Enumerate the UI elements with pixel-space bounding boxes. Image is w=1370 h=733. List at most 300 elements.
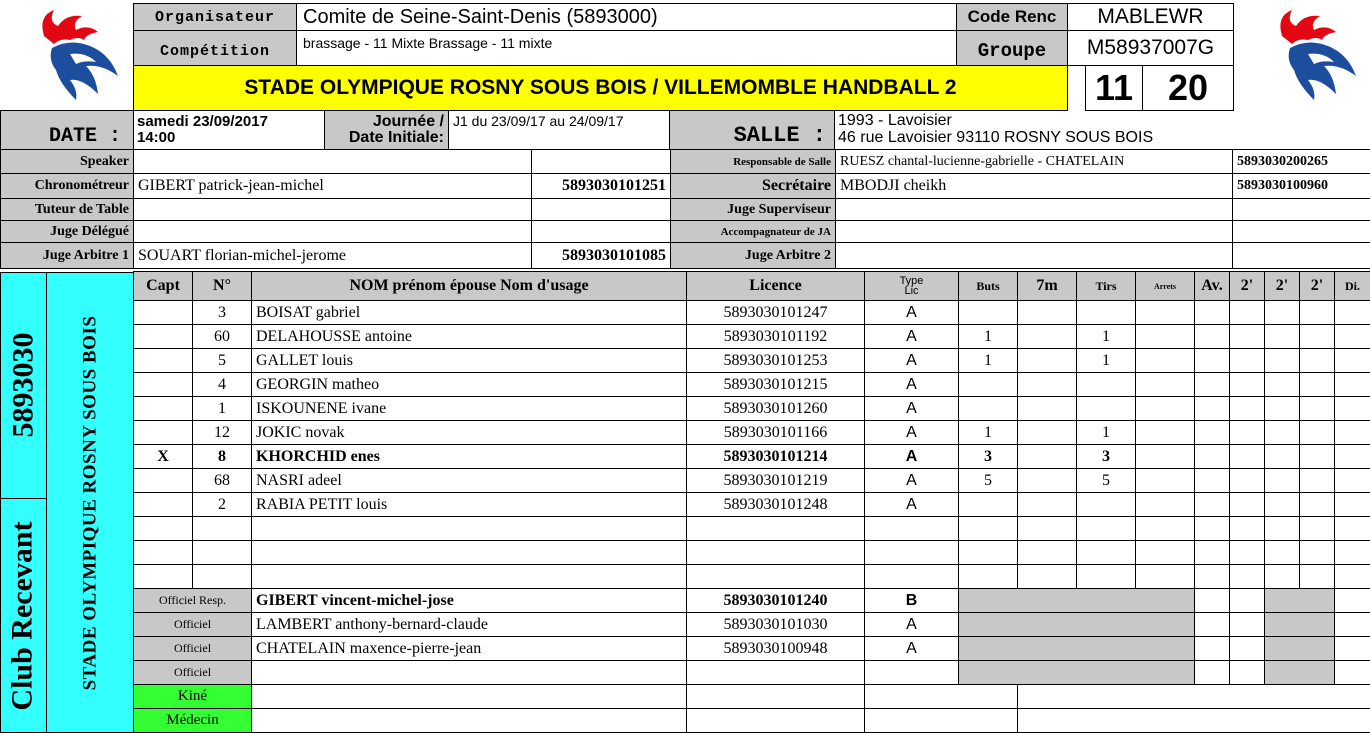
player-num: 5	[193, 349, 252, 373]
player-di	[1335, 373, 1370, 397]
player-m3	[1300, 565, 1335, 589]
journee-label-2: Date Initiale:	[348, 129, 444, 146]
accomp-name	[836, 221, 1233, 243]
player-type: A	[865, 301, 959, 325]
player-lic	[687, 517, 865, 541]
staff-av	[1195, 589, 1230, 613]
player-tirs: 1	[1077, 349, 1136, 373]
players-table	[133, 271, 1370, 733]
kine-lic	[687, 685, 865, 709]
date-value: samedi 23/09/2017	[137, 113, 268, 130]
staff-di	[1335, 661, 1370, 685]
player-row	[134, 541, 1370, 565]
player-capt: X	[134, 445, 193, 469]
kine-type	[865, 685, 1018, 709]
col-type-2: Lic	[904, 285, 919, 297]
match-title: STADE OLYMPIQUE ROSNY SOUS BOIS / VILLEMOMBLE HANDBALL 2	[133, 65, 1068, 111]
player-arrets	[1136, 445, 1195, 469]
arbitre2-name	[836, 243, 1233, 269]
player-arrets	[1136, 301, 1195, 325]
col-buts: Buts	[959, 272, 1018, 301]
salle-address: 46 rue Lavoisier 93110 ROSNY SOUS BOIS	[838, 129, 1154, 146]
player-m2	[1265, 397, 1300, 421]
staff-role: Officiel	[134, 637, 252, 661]
competition-label: Compétition	[133, 30, 297, 66]
staff-lic	[687, 661, 865, 685]
arbitre2-label: Juge Arbitre 2	[671, 243, 836, 269]
player-row	[134, 325, 1370, 349]
player-m1	[1230, 325, 1265, 349]
staff-name: CHATELAIN maxence-pierre-jean	[252, 637, 687, 661]
speaker-label: Speaker	[1, 150, 134, 174]
staff-stats-grey	[959, 613, 1195, 637]
journee-value: J1 du 23/09/17 au 24/09/17	[448, 110, 670, 150]
player-m1	[1230, 397, 1265, 421]
arbitre1-lic: 5893030101085	[532, 243, 671, 269]
player-av	[1195, 397, 1230, 421]
staff-role: Officiel Resp.	[134, 589, 252, 613]
player-di	[1335, 397, 1370, 421]
salle-label: SALLE :	[669, 110, 835, 150]
player-m3	[1300, 325, 1335, 349]
player-name: GEORGIN matheo	[252, 373, 687, 397]
player-di	[1335, 469, 1370, 493]
staff-type: A	[865, 637, 959, 661]
player-name	[252, 565, 687, 589]
player-row	[134, 373, 1370, 397]
player-row	[134, 397, 1370, 421]
player-arrets	[1136, 469, 1195, 493]
player-name: NASRI adeel	[252, 469, 687, 493]
player-av	[1195, 445, 1230, 469]
tuteur-label: Tuteur de Table	[1, 199, 134, 221]
col-nom: NOM prénom épouse Nom d'usage	[252, 272, 687, 301]
player-m2	[1265, 493, 1300, 517]
organisateur-label: Organisateur	[133, 3, 297, 31]
staff-2min-grey	[1265, 637, 1335, 661]
player-capt	[134, 373, 193, 397]
player-m1	[1230, 373, 1265, 397]
arbitre1-name: SOUART florian-michel-jerome	[134, 243, 532, 269]
player-arrets	[1136, 493, 1195, 517]
player-m3	[1300, 469, 1335, 493]
player-buts	[959, 517, 1018, 541]
player-arrets	[1136, 349, 1195, 373]
player-arrets	[1136, 397, 1195, 421]
secretaire-label: Secrétaire	[671, 174, 836, 199]
player-arrets	[1136, 373, 1195, 397]
staff-stats-grey	[959, 589, 1195, 613]
player-tirs	[1077, 397, 1136, 421]
player-buts: 3	[959, 445, 1018, 469]
player-di	[1335, 565, 1370, 589]
player-di	[1335, 541, 1370, 565]
player-m3	[1300, 493, 1335, 517]
player-m2	[1265, 349, 1300, 373]
code-renc-value: MABLEWR	[1067, 3, 1234, 31]
col-7m: 7m	[1018, 272, 1077, 301]
chrono-name: GIBERT patrick-jean-michel	[134, 174, 532, 199]
player-num: 4	[193, 373, 252, 397]
player-arrets	[1136, 541, 1195, 565]
player-tirs: 5	[1077, 469, 1136, 493]
speaker-name	[134, 150, 532, 174]
player-av	[1195, 421, 1230, 445]
competition-value: brassage - 11 Mixte Brassage - 11 mixte	[296, 30, 957, 66]
player-name: RABIA PETIT louis	[252, 493, 687, 517]
staff-2min-grey	[1265, 661, 1335, 685]
col-2min-3: 2'	[1300, 272, 1335, 301]
staff-av	[1195, 637, 1230, 661]
staff-row	[134, 613, 1370, 637]
player-lic: 5893030101219	[687, 469, 865, 493]
player-buts: 1	[959, 421, 1018, 445]
club-name: STADE OLYMPIQUE ROSNY SOUS BOIS	[79, 315, 100, 690]
player-m3	[1300, 373, 1335, 397]
staff-stats-grey	[959, 637, 1195, 661]
player-type: A	[865, 397, 959, 421]
player-name: DELAHOUSSE antoine	[252, 325, 687, 349]
medecin-type	[865, 709, 1018, 733]
player-m2	[1265, 421, 1300, 445]
player-capt	[134, 397, 193, 421]
staff-role: Officiel	[134, 613, 252, 637]
player-tirs	[1077, 493, 1136, 517]
player-av	[1195, 301, 1230, 325]
staff-type: A	[865, 613, 959, 637]
player-di	[1335, 493, 1370, 517]
chrono-lic: 5893030101251	[532, 174, 671, 199]
journee-label	[324, 110, 449, 150]
player-av	[1195, 373, 1230, 397]
player-tirs: 1	[1077, 325, 1136, 349]
player-tirs	[1077, 373, 1136, 397]
player-row	[134, 421, 1370, 445]
chrono-label: Chronométreur	[1, 174, 134, 199]
col-licence: Licence	[687, 272, 865, 301]
player-tirs	[1077, 517, 1136, 541]
tuteur-lic	[532, 199, 671, 221]
player-di	[1335, 301, 1370, 325]
score-away: 20	[1142, 65, 1234, 111]
player-sept	[1018, 445, 1077, 469]
col-2min-1: 2'	[1230, 272, 1265, 301]
player-arrets	[1136, 565, 1195, 589]
staff-type: B	[865, 589, 959, 613]
player-sept	[1018, 373, 1077, 397]
club-side-label-wrap	[0, 499, 46, 733]
staff-row	[134, 637, 1370, 661]
player-lic: 5893030101215	[687, 373, 865, 397]
juge-sup-lic	[1233, 199, 1370, 221]
player-type	[865, 517, 959, 541]
player-m2	[1265, 541, 1300, 565]
medecin-label: Médecin	[134, 709, 252, 733]
player-av	[1195, 493, 1230, 517]
player-capt	[134, 541, 193, 565]
player-num	[193, 541, 252, 565]
tuteur-name	[134, 199, 532, 221]
col-2min-2: 2'	[1265, 272, 1300, 301]
player-type	[865, 541, 959, 565]
player-capt	[134, 517, 193, 541]
secretaire-name: MBODJI cheikh	[836, 174, 1233, 199]
player-type: A	[865, 421, 959, 445]
player-m3	[1300, 301, 1335, 325]
club-number-wrap	[0, 272, 46, 498]
player-lic: 5893030101214	[687, 445, 865, 469]
player-type: A	[865, 349, 959, 373]
staff-name: LAMBERT anthony-bernard-claude	[252, 613, 687, 637]
player-av	[1195, 565, 1230, 589]
staff-lic: 5893030100948	[687, 637, 865, 661]
player-num	[193, 517, 252, 541]
journee-label-1: Journée /	[372, 113, 444, 130]
player-lic: 5893030101166	[687, 421, 865, 445]
juge-delegue-name	[134, 221, 532, 243]
officials-table	[0, 149, 1370, 269]
staff-stats-grey	[959, 661, 1195, 685]
staff-2min-1	[1230, 613, 1265, 637]
player-tirs	[1077, 541, 1136, 565]
player-av	[1195, 349, 1230, 373]
staff-2min-1	[1230, 661, 1265, 685]
player-sept	[1018, 565, 1077, 589]
player-type	[865, 565, 959, 589]
player-m3	[1300, 397, 1335, 421]
staff-av	[1195, 613, 1230, 637]
player-row	[134, 301, 1370, 325]
player-num: 68	[193, 469, 252, 493]
player-m1	[1230, 445, 1265, 469]
groupe-value: M58937007G	[1067, 30, 1234, 66]
kine-name	[252, 685, 687, 709]
player-m1	[1230, 421, 1265, 445]
player-m2	[1265, 373, 1300, 397]
player-capt	[134, 565, 193, 589]
arbitre2-lic	[1233, 243, 1370, 269]
player-num: 1	[193, 397, 252, 421]
player-arrets	[1136, 421, 1195, 445]
player-lic	[687, 541, 865, 565]
player-row	[134, 517, 1370, 541]
player-lic: 5893030101260	[687, 397, 865, 421]
player-av	[1195, 541, 1230, 565]
player-lic	[687, 565, 865, 589]
club-name-wrap	[47, 272, 133, 733]
kine-extra	[1018, 685, 1370, 709]
player-m2	[1265, 301, 1300, 325]
player-m3	[1300, 349, 1335, 373]
ffhb-logo-right-icon	[1268, 8, 1368, 100]
player-av	[1195, 517, 1230, 541]
time-value: 14:00	[137, 129, 176, 146]
player-buts	[959, 301, 1018, 325]
player-name: KHORCHID enes	[252, 445, 687, 469]
player-buts: 1	[959, 325, 1018, 349]
player-type: A	[865, 445, 959, 469]
player-sept	[1018, 349, 1077, 373]
player-m3	[1300, 445, 1335, 469]
player-num: 8	[193, 445, 252, 469]
staff-2min-grey	[1265, 589, 1335, 613]
player-sept	[1018, 421, 1077, 445]
staff-lic: 5893030101240	[687, 589, 865, 613]
staff-2min-1	[1230, 589, 1265, 613]
player-type: A	[865, 469, 959, 493]
player-num: 2	[193, 493, 252, 517]
player-name	[252, 541, 687, 565]
col-type	[865, 272, 959, 301]
ffhb-logo-left-icon	[30, 8, 130, 100]
player-sept	[1018, 469, 1077, 493]
player-buts: 5	[959, 469, 1018, 493]
staff-name	[252, 661, 687, 685]
player-name: GALLET louis	[252, 349, 687, 373]
player-lic: 5893030101253	[687, 349, 865, 373]
staff-role: Officiel	[134, 661, 252, 685]
player-row	[134, 445, 1370, 469]
staff-di	[1335, 637, 1370, 661]
player-m1	[1230, 493, 1265, 517]
staff-di	[1335, 589, 1370, 613]
staff-name: GIBERT vincent-michel-jose	[252, 589, 687, 613]
player-capt	[134, 493, 193, 517]
player-name: ISKOUNENE ivane	[252, 397, 687, 421]
player-buts	[959, 541, 1018, 565]
arbitre1-label: Juge Arbitre 1	[1, 243, 134, 269]
club-side-label: Club Recevant	[6, 521, 39, 711]
player-m2	[1265, 469, 1300, 493]
salle-block	[838, 112, 1358, 150]
player-num: 3	[193, 301, 252, 325]
accomp-lic	[1233, 221, 1370, 243]
player-row	[134, 493, 1370, 517]
player-buts	[959, 565, 1018, 589]
player-m2	[1265, 445, 1300, 469]
player-lic: 5893030101247	[687, 301, 865, 325]
juge-sup-label: Juge Superviseur	[671, 199, 836, 221]
player-row	[134, 349, 1370, 373]
staff-av	[1195, 661, 1230, 685]
resp-salle-lic: 5893030200265	[1233, 150, 1370, 174]
col-av: Av.	[1195, 272, 1230, 301]
player-name	[252, 517, 687, 541]
player-arrets	[1136, 325, 1195, 349]
salle-name: 1993 - Lavoisier	[838, 112, 952, 129]
juge-delegue-label: Juge Délégué	[1, 221, 134, 243]
player-sept	[1018, 325, 1077, 349]
secretaire-lic: 5893030100960	[1233, 174, 1370, 199]
player-buts	[959, 493, 1018, 517]
player-type: A	[865, 373, 959, 397]
player-lic: 5893030101192	[687, 325, 865, 349]
col-di: Di.	[1335, 272, 1370, 301]
juge-sup-name	[836, 199, 1233, 221]
player-di	[1335, 325, 1370, 349]
staff-row	[134, 661, 1370, 685]
medecin-lic	[687, 709, 865, 733]
speaker-lic	[532, 150, 671, 174]
player-capt	[134, 421, 193, 445]
accomp-label: Accompagnateur de JA	[671, 221, 836, 243]
player-sept	[1018, 397, 1077, 421]
resp-salle-name: RUESZ chantal-lucienne-gabrielle - CHATELAIN	[836, 150, 1233, 174]
player-buts: 1	[959, 349, 1018, 373]
kine-label: Kiné	[134, 685, 252, 709]
player-row	[134, 565, 1370, 589]
player-di	[1335, 421, 1370, 445]
col-num: N°	[193, 272, 252, 301]
staff-di	[1335, 613, 1370, 637]
player-av	[1195, 469, 1230, 493]
club-number: 5893030	[6, 332, 39, 438]
player-m1	[1230, 541, 1265, 565]
player-tirs: 3	[1077, 445, 1136, 469]
player-di	[1335, 517, 1370, 541]
player-arrets	[1136, 517, 1195, 541]
groupe-label: Groupe	[956, 30, 1068, 66]
player-m2	[1265, 517, 1300, 541]
player-name: JOKIC novak	[252, 421, 687, 445]
organisateur-value: Comite de Seine-Saint-Denis (5893000)	[296, 3, 957, 31]
player-m1	[1230, 565, 1265, 589]
resp-salle-label: Responsable de Salle	[671, 150, 836, 174]
player-tirs	[1077, 565, 1136, 589]
staff-2min-grey	[1265, 613, 1335, 637]
medecin-name	[252, 709, 687, 733]
staff-row	[134, 589, 1370, 613]
col-arrets: Arrets	[1136, 272, 1195, 301]
player-capt	[134, 301, 193, 325]
player-m1	[1230, 517, 1265, 541]
player-m3	[1300, 541, 1335, 565]
player-m1	[1230, 349, 1265, 373]
player-capt	[134, 349, 193, 373]
player-m2	[1265, 325, 1300, 349]
medecin-extra	[1018, 709, 1370, 733]
player-num	[193, 565, 252, 589]
player-tirs	[1077, 301, 1136, 325]
player-di	[1335, 349, 1370, 373]
staff-type	[865, 661, 959, 685]
player-num: 60	[193, 325, 252, 349]
player-tirs: 1	[1077, 421, 1136, 445]
player-lic: 5893030101248	[687, 493, 865, 517]
player-di	[1335, 445, 1370, 469]
player-row	[134, 469, 1370, 493]
player-buts	[959, 373, 1018, 397]
player-sept	[1018, 541, 1077, 565]
player-m1	[1230, 469, 1265, 493]
player-m1	[1230, 301, 1265, 325]
score-home: 11	[1085, 65, 1143, 111]
player-num: 12	[193, 421, 252, 445]
code-renc-label: Code Renc	[956, 3, 1068, 31]
col-tirs: Tirs	[1077, 272, 1136, 301]
col-type-1: Type	[899, 275, 924, 287]
player-type: A	[865, 325, 959, 349]
player-capt	[134, 325, 193, 349]
staff-lic: 5893030101030	[687, 613, 865, 637]
player-name: BOISAT gabriel	[252, 301, 687, 325]
date-label: DATE :	[0, 110, 134, 150]
date-block	[133, 110, 325, 150]
col-capt: Capt	[134, 272, 193, 301]
player-m2	[1265, 565, 1300, 589]
juge-delegue-lic	[532, 221, 671, 243]
player-type: A	[865, 493, 959, 517]
